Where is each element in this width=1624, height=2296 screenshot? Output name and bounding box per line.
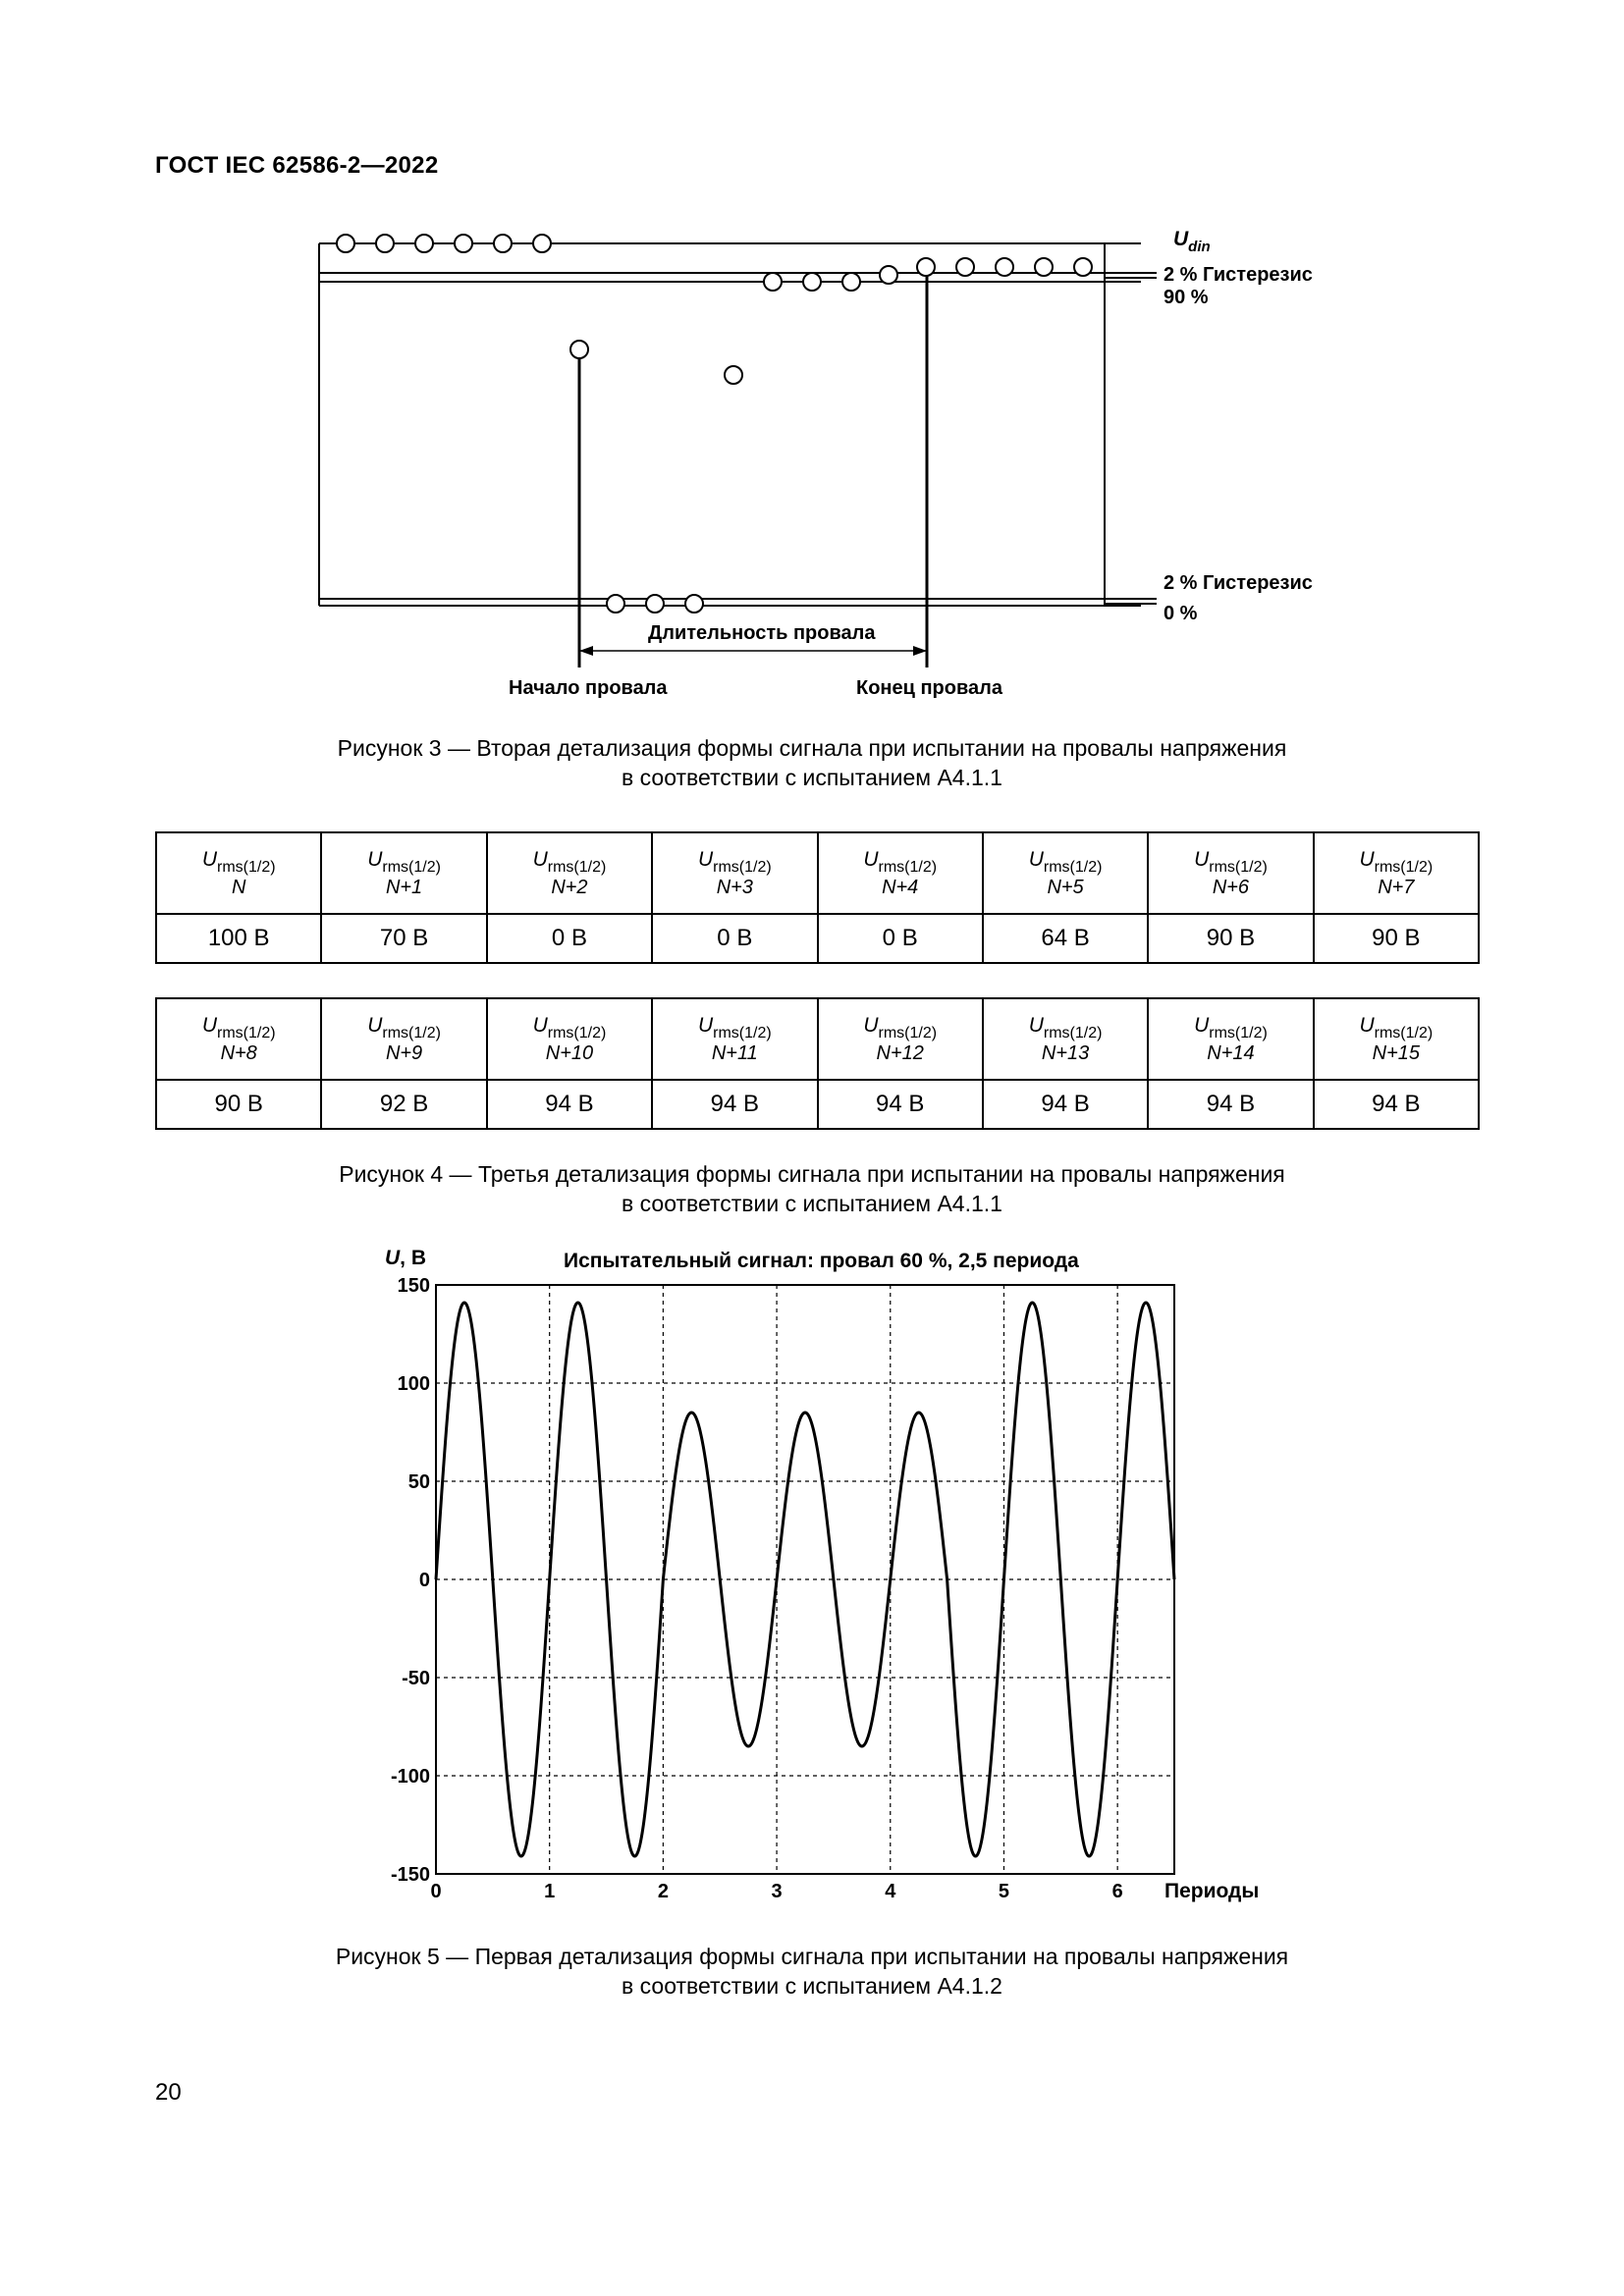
table-value-cell: 70 В bbox=[321, 914, 486, 963]
chart-ticks bbox=[391, 1275, 1123, 1902]
table-value-cell: 92 В bbox=[321, 1080, 486, 1129]
page-header-title: ГОСТ IEC 62586-2—2022 bbox=[155, 152, 439, 179]
table-header-cell: $U_{rms(1/2)}$ N+4 bbox=[818, 832, 983, 914]
figure3-caption-line2: в соответствии с испытанием А4.1.1 bbox=[622, 765, 1002, 790]
table-value-cell: 0 В bbox=[652, 914, 817, 963]
table-value-cell: 94 В bbox=[1314, 1080, 1479, 1129]
table-value-cell: 0 В bbox=[818, 914, 983, 963]
figure3-frame bbox=[319, 243, 1157, 606]
figure5-chart bbox=[373, 1232, 1276, 1919]
y-tick-label: -150 bbox=[390, 1864, 430, 1886]
x-tick-label: 6 bbox=[1111, 1881, 1123, 1902]
udin-label: $U_{din}$ bbox=[1173, 228, 1211, 255]
x-tick-label: 5 bbox=[998, 1881, 1010, 1902]
x-tick-label: 4 bbox=[885, 1881, 896, 1902]
y-tick-label: 0 bbox=[418, 1570, 430, 1591]
table-header-cell: $U_{rms(1/2)}$ N+2 bbox=[487, 832, 652, 914]
figure3-markers bbox=[579, 267, 927, 667]
table-value-cell: 94 В bbox=[1148, 1080, 1313, 1129]
table-header-cell: $U_{rms(1/2)}$ N+9 bbox=[321, 998, 486, 1080]
x-tick-label: 2 bbox=[657, 1881, 669, 1902]
figure4-caption-line1: Рисунок 4 — Третья детализация формы сигнала при испытании на провалы напряжения bbox=[339, 1161, 1285, 1187]
y-tick-label: 50 bbox=[407, 1471, 430, 1493]
figure4-table-1 bbox=[155, 831, 1480, 964]
figure4-caption-line2: в соответствии с испытанием А4.1.1 bbox=[622, 1191, 1002, 1216]
table-header-cell: $U_{rms(1/2)}$ N+11 bbox=[652, 998, 817, 1080]
figure3-samples bbox=[337, 235, 1092, 613]
table-value-cell: 0 В bbox=[487, 914, 652, 963]
table-value-cell: 94 В bbox=[983, 1080, 1148, 1129]
table-header-cell: $U_{rms(1/2)}$ N+7 bbox=[1314, 832, 1479, 914]
level-90-label: 90 % bbox=[1164, 287, 1209, 308]
chart-ylabel: U, В bbox=[385, 1247, 427, 1269]
dip-end-label: Конец провала bbox=[856, 677, 1002, 699]
table-value-cell: 90 В bbox=[156, 1080, 321, 1129]
figure5-caption bbox=[0, 1942, 1624, 2001]
table-header-row bbox=[156, 832, 1479, 914]
duration-label: Длительность провала bbox=[648, 622, 876, 644]
table-header-cell: $U_{rms(1/2)}$ N+14 bbox=[1148, 998, 1313, 1080]
figure3-diagram bbox=[295, 216, 1375, 726]
figure3-caption bbox=[0, 733, 1624, 792]
table-value-cell: 64 В bbox=[983, 914, 1148, 963]
dip-start-label: Начало провала bbox=[509, 677, 668, 699]
figure4-caption bbox=[0, 1159, 1624, 1218]
table-header-cell: $U_{rms(1/2)}$ N+8 bbox=[156, 998, 321, 1080]
chart-xlabel: Периоды bbox=[1164, 1880, 1260, 1902]
page-number: 20 bbox=[155, 2079, 182, 2106]
table-header-cell: $U_{rms(1/2)}$ N+12 bbox=[818, 998, 983, 1080]
table-header-cell: $U_{rms(1/2)}$ N+6 bbox=[1148, 832, 1313, 914]
level-0-label: 0 % bbox=[1164, 603, 1198, 624]
x-tick-label: 0 bbox=[430, 1881, 442, 1902]
table-header-cell: $U_{rms(1/2)}$ N+15 bbox=[1314, 998, 1479, 1080]
figure5-caption-line2: в соответствии с испытанием А4.1.2 bbox=[622, 1973, 1002, 1999]
table-header-row bbox=[156, 998, 1479, 1080]
figure3-caption-line1: Рисунок 3 — Вторая детализация формы сигнала при испытании на провалы напряжения bbox=[337, 735, 1287, 761]
x-tick-label: 3 bbox=[771, 1881, 783, 1902]
y-tick-label: -50 bbox=[402, 1668, 430, 1689]
table-value-cell: 94 В bbox=[487, 1080, 652, 1129]
hysteresis-bottom-label: 2 % Гистерезис bbox=[1164, 572, 1313, 594]
table-header-cell: $U_{rms(1/2)}$ N+10 bbox=[487, 998, 652, 1080]
figure5-caption-line1: Рисунок 5 — Первая детализация формы сигнала при испытании на провалы напряжения bbox=[335, 1944, 1289, 1969]
table-header-cell: $U_{rms(1/2)}$ N+1 bbox=[321, 832, 486, 914]
table-header-cell: $U_{rms(1/2)}$ N+5 bbox=[983, 832, 1148, 914]
table-value-cell: 100 В bbox=[156, 914, 321, 963]
table-value-cell: 94 В bbox=[818, 1080, 983, 1129]
table-value-cell: 94 В bbox=[652, 1080, 817, 1129]
table-value-row bbox=[156, 914, 1479, 963]
y-tick-label: 150 bbox=[397, 1275, 430, 1297]
y-tick-label: 100 bbox=[397, 1373, 430, 1395]
figure4-table-2 bbox=[155, 997, 1480, 1130]
table-header-cell: $U_{rms(1/2)}$ N bbox=[156, 832, 321, 914]
y-tick-label: -100 bbox=[390, 1766, 430, 1788]
table-header-cell: $U_{rms(1/2)}$ N+3 bbox=[652, 832, 817, 914]
chart-grid bbox=[436, 1285, 1174, 1874]
hysteresis-top-label: 2 % Гистерезис bbox=[1164, 264, 1313, 286]
x-tick-label: 1 bbox=[544, 1881, 556, 1902]
table-header-cell: $U_{rms(1/2)}$ N+13 bbox=[983, 998, 1148, 1080]
table-value-cell: 90 В bbox=[1148, 914, 1313, 963]
table-value-cell: 90 В bbox=[1314, 914, 1479, 963]
table-value-row bbox=[156, 1080, 1479, 1129]
chart-title: Испытательный сигнал: провал 60 %, 2,5 периода bbox=[564, 1250, 1079, 1272]
